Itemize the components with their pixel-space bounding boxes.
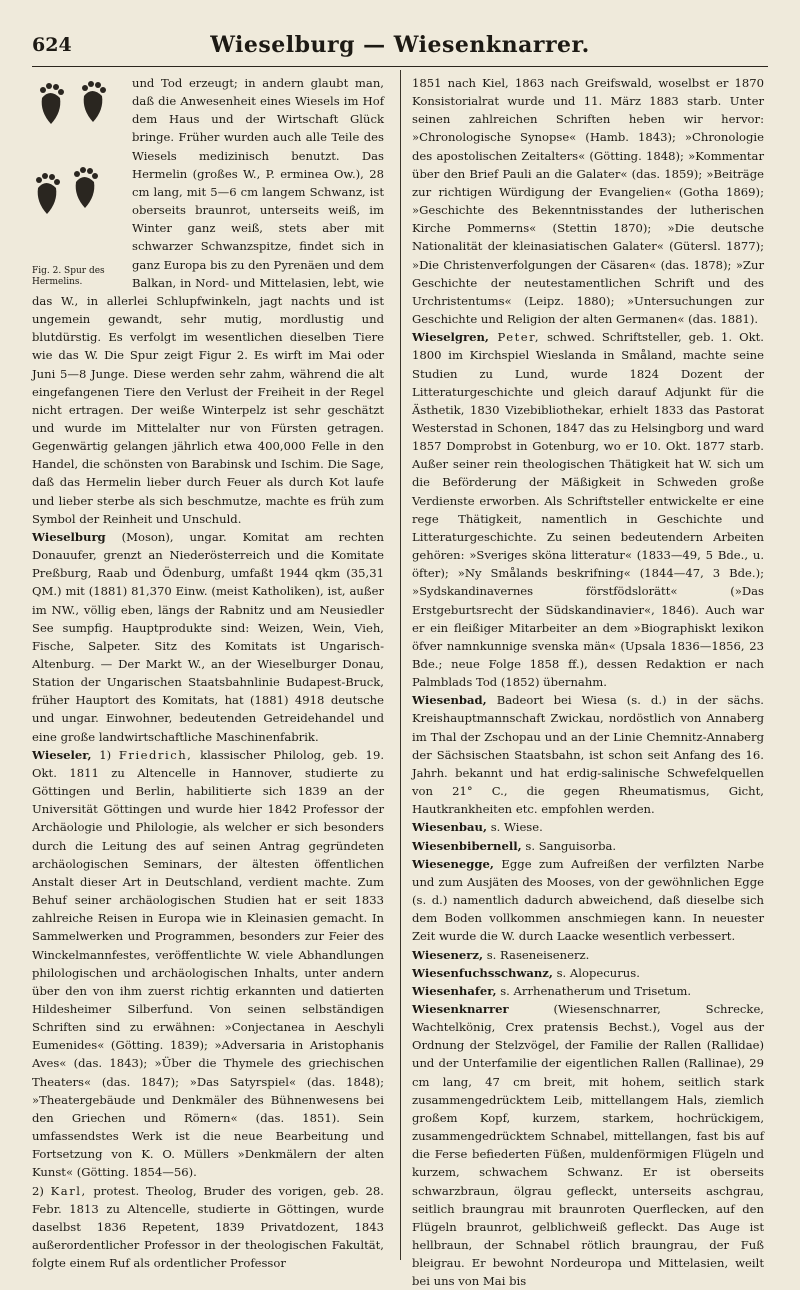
entry-wiesenbibernell bbox=[412, 837, 764, 855]
entry-number: 1) bbox=[91, 747, 119, 762]
running-title: Wieselburg — Wiesenknarrer. bbox=[210, 32, 590, 58]
entry-text: s. Alopecurus. bbox=[552, 965, 640, 980]
entry-wiesenegge bbox=[412, 855, 764, 946]
entry-text: 1851 nach Kiel, 1863 nach Greifswald, woselbst er 1870 Konsistorialrat wurde und 11. März 1883 starb. Unter seinen zahlreichen Schriften heben wir hervor: »Chronologische Synopse« (Hamb. 1843); »Chronologie des apostolischen Zeitalters« (Götting. 1848); »Kommentar über den Brief Pauli an die Galater« (das. 1859); »Beiträge zur richtigen Würdigung der Evangelien« (Gotha 1869); »Geschichte des Bekenntnisstandes der lutherischen Kirche Pommerns« (Stettin 1870); »Die deutsche Nationalität der kleinasiatischen Galater« (Gütersl. 1877); »Die Christenverfolgungen der Cäsaren« (das. 1878); »Zur Geschichte der neutestamentlichen Schrift und des Urchristentums« (Leipz. 1880); »Untersuchungen zur Geschichte und Religion der alten Germanen« (das. 1881). bbox=[412, 76, 764, 327]
entry-wiesenerz bbox=[412, 946, 764, 964]
entry-wieseler-2-continued bbox=[412, 74, 764, 328]
left-column bbox=[32, 74, 384, 1272]
header-rule bbox=[32, 66, 768, 67]
lemma-wiesenhafer: Wiesenhafer, bbox=[412, 983, 497, 998]
entry-text: s. Sanguisorba. bbox=[521, 838, 617, 853]
lemma-wiesenerz: Wiesenerz, bbox=[412, 947, 484, 962]
entry-text: (Wiesenschnarrer, Schrecke, Wachtelkönig, Crex pratensis Bechst.), Vogel aus der Ordnung der Stelzvögel, der Familie der Rallen (Rallidae) und der Unterfamilie der eigentlichen Rallen (Rallinae), 29 cm lang, 47 cm breit, mit hohem, seitlich stark zusammengedrücktem Leib, mittellangem Hals, ziemlich großem Kopf, kurzem, starkem, hochrückigem, zusammengedrücktem Schnabel, mittellangen, fast bis auf die Ferse befiederten Füßen, muldenförmigen Flügeln und kurzem, schwachem Schwanz. Er ist oberseits schwarzbraun, ölgrau gefleckt, unterseits aschgrau, seitlich braungrau mit braunroten Querflecken, auf den Flügeln braunrot, gelblichweiß gefleckt. Das Auge ist hellbraun, der Schnabel rötlich braungrau, der Fuß bleigrau. Er bewohnt Nordeuropa und Mittelasien, weilt bei uns von Mai bis bbox=[412, 1001, 764, 1289]
entry-text: klassischer Philolog, geb. 19. Okt. 1811 zu Altencelle in Hannover, studierte zu Göttingen und Berlin, habilitierte sich 1839 an der Universität Göttingen und wurde hier 1842 Professor der Archäologie und Philologie, als welcher er sich besonders durch die Leitung des auf seinen Antrag gegründeten archäologischen Seminars, der ältesten öffentlichen Anstalt dieser Art in Deutschland, verdient machte. Zum Behuf seiner archäologischen Studien hat er seit 1833 zahlreiche Reisen in Europa wie in Kleinasien gemacht. In Sammelwerken und Programmen, besonders zur Feier des Winckelmannfestes, veröffentlichte W. viele Abhandlungen philologischen und archäologischen Inhalts, unter andern über den von ihm zuerst richtig erkannten und datierten Hildesheimer Silberfund. Von seinen selbständigen Schriften sind zu erwähnen: »Conjectanea in Aeschyli Eumenides« (Götting. 1839); »Adversaria in Aristophanis Aves« (das. 1843); »Über die Thymele des griechischen Theaters« (das. 1847); »Das Satyrspiel« (das. 1848); »Theatergebäude und Denkmäler des Bühnenwesens bei den Griechen und Römern« (das. 1851). Sein umfassendstes Werk ist die neue Bearbeitung und Fortsetzung von K. O. Müllers »Denkmälern der alten Kunst« (Götting. 1854—56). bbox=[32, 747, 384, 1180]
lemma-wieselgren: Wieselgren, bbox=[412, 330, 489, 345]
column-divider bbox=[400, 70, 401, 1260]
entry-text: schwed. Schriftsteller, geb. 1. Okt. 1800 im Kirchspiel Wieslanda in Småland, machte seine Studien zu Lund, wurde 1824 Dozent der Litteraturgeschichte und gleich darauf Adjunkt für die Ästhetik, 1830 Vizebibliothekar, erhielt 1833 das Pastorat Westerstad in Schonen, 1847 das zu Helsingborg und ward 1857 Domprobst in Gotenburg, wo er 10. Okt. 1877 starb. Außer seiner rein theologischen Thätigkeit hat W. sich um die Beförderung der Mäßigkeit in Schweden große Verdienste erworben. Als Schriftsteller entwickelte er eine rege Thätigkeit, namentlich in Geschichte und Litteraturgeschichte. Zu seinen bedeutendern Arbeiten gehören: »Sveriges sköna litteratur« (1833—49, 5 Bde., u. öfter); »Ny Smålands beskrifning« (1844—47, 3 Bde.); »Sydskandinavernes förstfödslorätt« (»Das Erstgeburtsrecht der Südskandinavier«, 1846). Auch war er ein fleißiger Mitarbeiter an dem »Biographiskt lexikon öfver namnkunnige svenska män« (Upsala 1836—1856, 23 Bde.; neue Folge 1858 ff.), dessen Redaktion er nach Palmblads Tod (1852) übernahm. bbox=[412, 330, 764, 690]
entry-text: s. Raseneisenerz. bbox=[483, 947, 590, 962]
entry-wieselgren bbox=[412, 328, 764, 691]
lemma-wiesenegge: Wiesenegge, bbox=[412, 856, 494, 871]
lemma-wieselburg: Wieselburg bbox=[32, 529, 106, 544]
figure-hermelin-tracks bbox=[32, 78, 124, 288]
figure-caption: Fig. 2. Spur des Hermelins. bbox=[32, 266, 105, 287]
entry-number: 2) bbox=[32, 1183, 51, 1198]
entry-text: s. Wiese. bbox=[487, 820, 543, 835]
lemma-wiesenbad: Wiesenbad, bbox=[412, 693, 487, 708]
entry-wiesenbad bbox=[412, 691, 764, 818]
entry-wieseler-1 bbox=[32, 746, 384, 1182]
entry-person-name: Karl, bbox=[50, 1183, 87, 1198]
entry-wiesenknarrer bbox=[412, 1000, 764, 1290]
entry-wiesel-continued bbox=[32, 74, 384, 528]
entry-text: und Tod erzeugt; in andern glaubt man, daß die Anwesenheit eines Wiesels im Hof dem Haus und der Wirtschaft Glück bringe. Früher wurden auch alle Teile des Wiesels medizinisch benutzt. Das Hermelin (großes W., P. erminea Ow.), 28 cm lang, mit 5—6 cm langem Schwanz, ist oberseits braunrot, unterseits weiß, im Winter ganz weiß, stets aber mit schwarzer Schwanzspitze, findet sich in ganz Europa bis zu den Pyrenäen und dem Balkan, in Nord- und Mittelasien, lebt, wie das W., in allerlei Schlupfwinkeln, jagt nachts und ist ungemein gewandt, sehr mutig, mordlustig und blutdürstig. Es verfolgt im wesentlichen dieselben Tiere wie das W. Die Spur zeigt Figur 2. Es wirft im Mai oder Juni 5—8 Junge. Diese werden sehr zahm, während die alt eingefangenen Tiere den Verlust der Freiheit in der Regel nicht ertragen. Der weiße Winterpelz ist sehr geschätzt und wurde im Mittelalter nur von Fürsten getragen. Gegenwärtig gelangen jährlich etwa 400,000 Felle in den Handel, die schönsten von Barabinsk und Ischim. Die Sage, daß das Hermelin lieber durch Feuer als durch Kot laufe und lieber sterbe als sich beschmutze, machte es früh zum Symbol der Reinheit und Unschuld. bbox=[32, 76, 384, 526]
paw-print-icon bbox=[32, 78, 124, 258]
entry-text: (Moson), ungar. Komitat am rechten Donauufer, grenzt an Niederösterreich und die Komitate Preßburg, Raab und Ödenburg, umfaßt 1944 qkm (35,31 QM.) mit (1881) 81,370 Einw. (meist Katholiken), ist, außer im NW., völlig eben, längs der Rabnitz und am Neusiedler See sumpfig. Hauptprodukte sind: Weizen, Wein, Vieh, Fische, Salpeter. Sitz des Komitats ist Ungarisch-Altenburg. — Der Markt W., an der Wieselburger Donau, Station der Ungarischen Staatsbahnlinie Budapest-Bruck, früher Hauptort des Komitats, hat (1881) 4918 deutsche und ungar. Einwohner, bedeutenden Getreidehandel und eine große landwirtschaftliche Maschinenfabrik. bbox=[32, 529, 384, 744]
entry-text: Badeort bei Wiesa (s. d.) in der sächs. Kreishauptmannschaft Zwickau, nordöstlich von Annaberg im Thal der Zschopau und an der Linie Chemnitz-Annaberg der Sächsischen Staatsbahn, ist schon seit Anfang des 16. Jahrh. bekannt und hat erdig-salinische Schwefelquellen von 21° C., die gegen Rheumatismus, Gicht, Hautkrankheiten etc. empfohlen werden. bbox=[412, 693, 764, 817]
entry-text: Egge zum Aufreißen der verfilzten Narbe und zum Ausjäten des Mooses, von der gewöhnlichen Egge (s. d.) namentlich dadurch abweichend, daß dieselbe sich dem Boden vollkommen anschmiegen kann. In neuester Zeit wurde die W. durch Laacke wesentlich verbessert. bbox=[412, 856, 764, 944]
page-header bbox=[32, 34, 768, 64]
lemma-wiesenknarrer: Wiesenknarrer bbox=[412, 1001, 509, 1016]
entry-wiesenhafer bbox=[412, 982, 764, 1000]
right-column bbox=[412, 74, 764, 1290]
lemma-wiesenfuchsschwanz: Wiesenfuchsschwanz, bbox=[412, 965, 553, 980]
entry-person-name: Peter, bbox=[488, 330, 541, 345]
entry-text: protest. Theolog, Bruder des vorigen, geb. 28. Febr. 1813 zu Altencelle, studierte in Göttingen, wurde daselbst 1836 Repetent, 1839 Privatdozent, 1843 außerordentlicher Professor in der theologischen Fakultät, folgte einem Ruf als ordentlicher Professor bbox=[32, 1183, 384, 1271]
lemma-wiesenbibernell: Wiesenbibernell, bbox=[412, 838, 522, 853]
page-number: 624 bbox=[32, 34, 72, 56]
entry-text: s. Arrhenatherum und Trisetum. bbox=[496, 983, 692, 998]
entry-wieseler-2 bbox=[32, 1182, 384, 1273]
lemma-wieseler: Wieseler, bbox=[32, 747, 92, 762]
lemma-wiesenbau: Wiesenbau, bbox=[412, 820, 488, 835]
entry-wiesenfuchsschwanz bbox=[412, 964, 764, 982]
entry-wiesenbau bbox=[412, 818, 764, 836]
entry-wieselburg bbox=[32, 528, 384, 746]
entry-person-name: Friedrich, bbox=[118, 747, 193, 762]
